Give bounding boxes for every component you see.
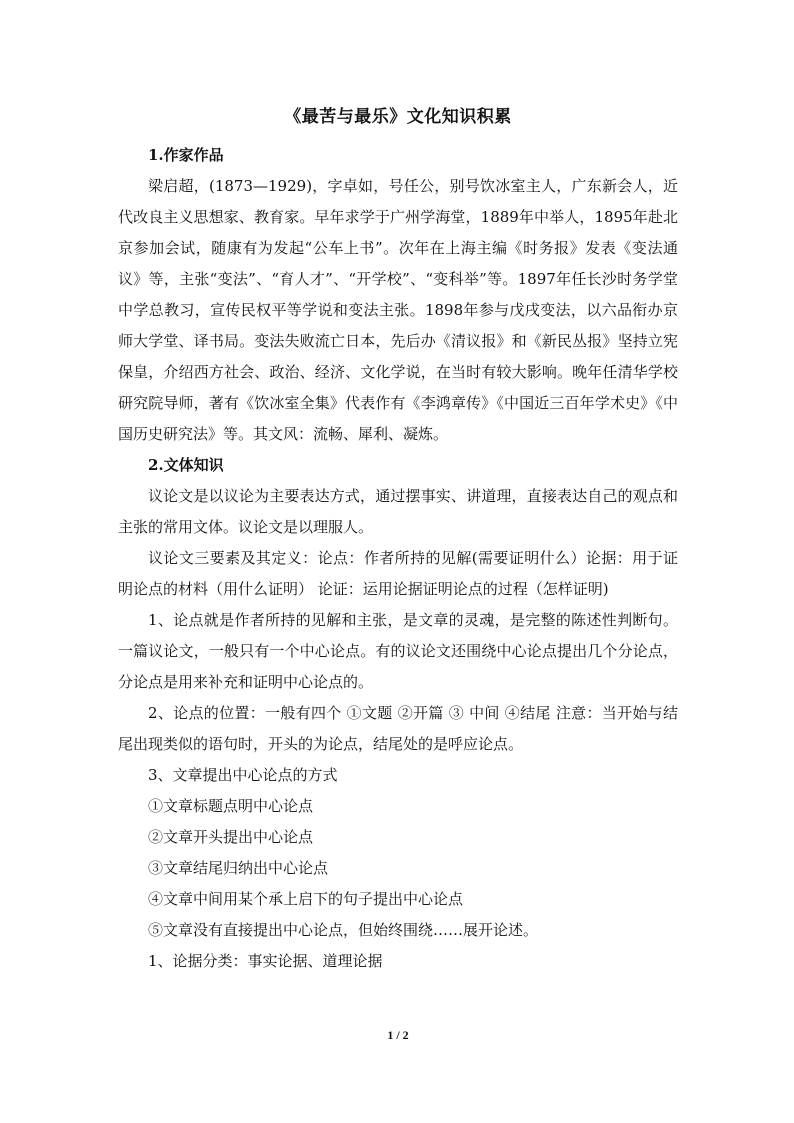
paragraph-genre-definition: 议论文是以议论为主要表达方式，通过摆事实、讲道理，直接表达自己的观点和主张的常用文体。议论文是以理服人。 (118, 487, 678, 536)
paragraph-thesis: 1、论点就是作者所持的见解和主张，是文章的灵魂，是完整的陈述性判断句。一篇议论文，一般只有一个中心论点。有的议论文还围绕中心论点提出几个分论点，分论点是用来补充和证明中心论点的。 (118, 611, 678, 691)
list-item-method-1: ①文章标题点明中心论点 (148, 797, 314, 815)
list-item-method-2: ②文章开头提出中心论点 (148, 828, 314, 846)
paragraph-three-elements: 议论文三要素及其定义：论点：作者所持的见解(需要证明什么）论据：用于证明论点的材料（用什么证明） 论证：运用论据证明论点的过程（怎样证明) (118, 549, 678, 598)
page-number: 1 / 2 (387, 1028, 409, 1042)
list-item-method-3: ③文章结尾归纳出中心论点 (148, 859, 329, 877)
list-item-method-5: ⑤文章没有直接提出中心论点，但始终围绕……展开论述。 (148, 921, 539, 939)
paragraph-thesis-methods: 3、文章提出中心论点的方式 (148, 766, 338, 784)
document-page (118, 0, 678, 1123)
paragraph-thesis-position: 2、论点的位置：一般有四个 ①文题 ②开篇 ③ 中间 ④结尾 注意：当开始与结尾出现类似的语句时，开头的为论点，结尾处的是呼应论点。 (118, 704, 678, 753)
paragraph-author-bio: 梁启超，(1873—1929)，字卓如，号任公，别号饮冰室主人，广东新会人，近代改良主义思想家、教育家。早年求学于广州学海堂，1889年中举人，1895年赴北京参加会试，随康有为发起“公车上书”。次年在上海主编《时务报》发表《变法通议》等，主张“变法”、“育人才”、“开学校”、“变科举”等。1897年任长沙时务学堂中学总教习，宣传民权平等学说和变法主张。1898年参与戊戌变法，以六品衔办京师大学堂、译书局。变法失败流亡日本，先后办《清议报》和《新民丛报》坚持立宪保皇，介绍西方社会、政治、经济、文化学说，在当时有较大影响。晚年任清华学校研究院导师，著有《饮冰室全集》代表作有《李鸿章传》《中国近三百年学术史》《中国历史研究法》等。其文风：流畅、犀利、凝炼。 (118, 177, 678, 443)
document-title: 《最苦与最乐》文化知识积累 (284, 107, 512, 127)
section-heading-author: 1.作家作品 (148, 146, 224, 164)
section-heading-genre: 2.文体知识 (148, 456, 224, 474)
paragraph-evidence-types: 1、论据分类：事实论据、道理论据 (148, 952, 383, 970)
list-item-method-4: ④文章中间用某个承上启下的句子提出中心论点 (148, 890, 464, 908)
document-body (118, 140, 678, 977)
